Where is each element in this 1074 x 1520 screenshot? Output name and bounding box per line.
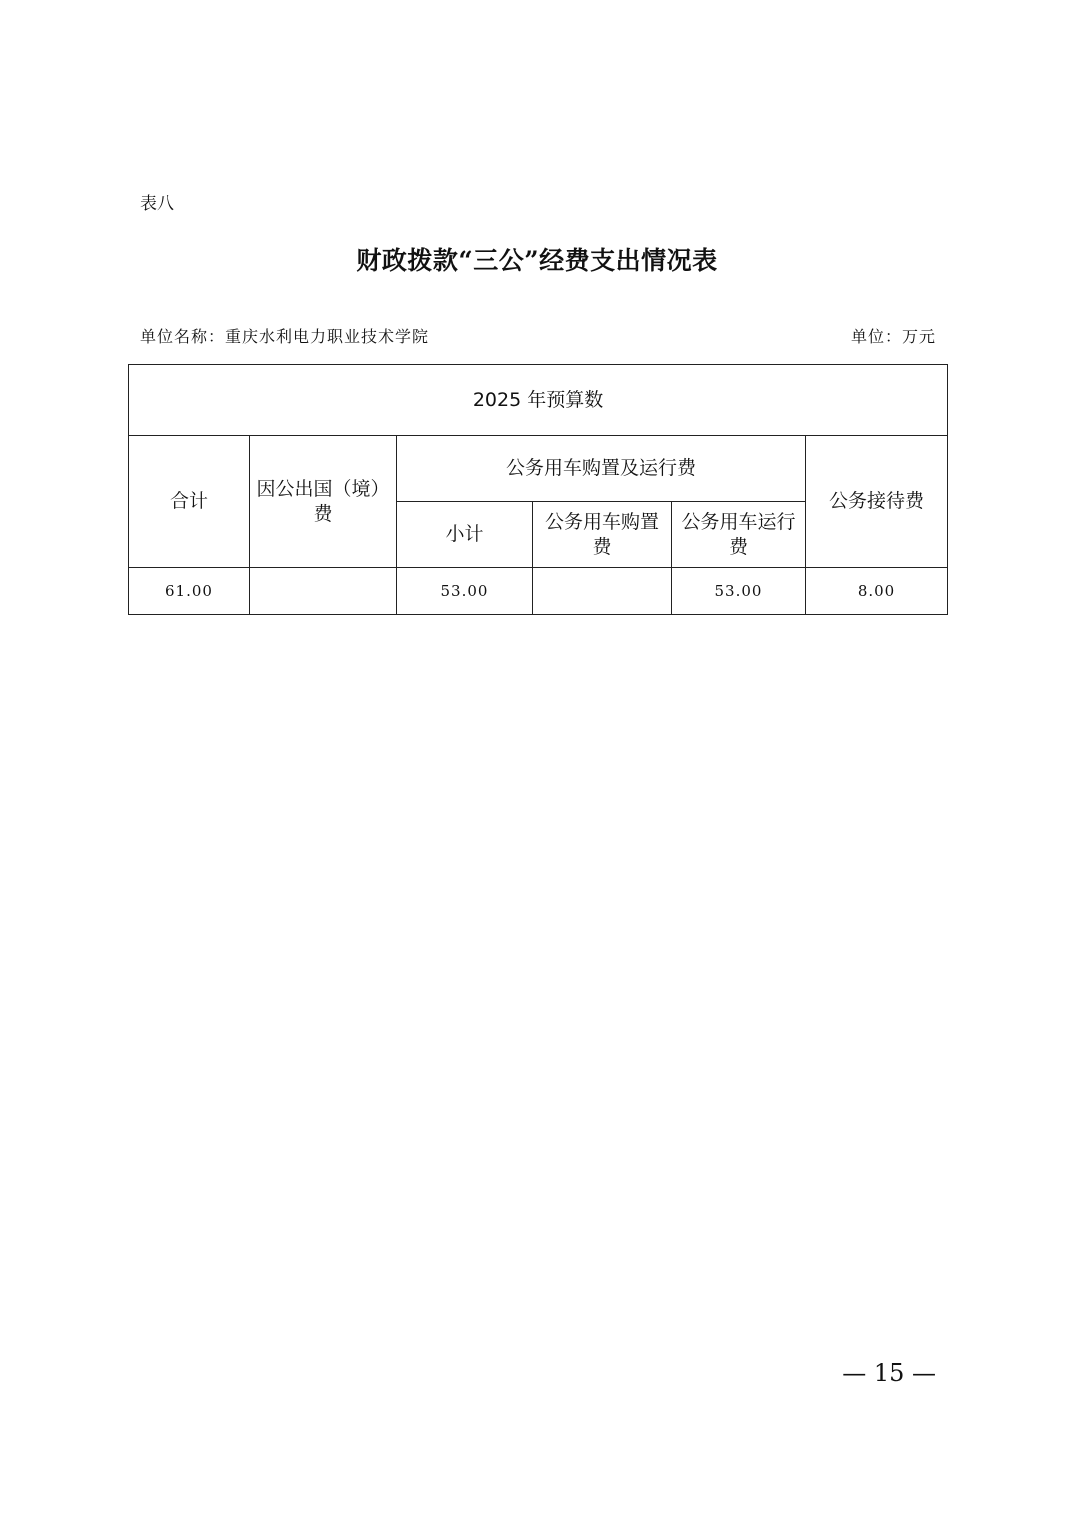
header-overseas: 因公出国（境）费	[250, 436, 397, 568]
table-row	[129, 568, 948, 615]
cell-subtotal: 53.00	[397, 568, 533, 615]
cell-reception: 8.00	[806, 568, 948, 615]
cell-total: 61.00	[129, 568, 250, 615]
header-row-1	[129, 436, 948, 502]
header-vehicle-purchase: 公务用车购置费	[533, 502, 672, 568]
page-number: — 15 —	[842, 1359, 936, 1387]
cell-vehicle-purchase	[533, 568, 672, 615]
year-header: 2025 年预算数	[129, 365, 948, 436]
unit-label: 单位：万元	[850, 327, 936, 346]
budget-table	[128, 364, 948, 615]
unit-name: 单位名称：重庆水利电力职业技术学院	[140, 327, 430, 346]
table-label: 表八	[140, 194, 174, 214]
header-vehicle-group: 公务用车购置及运行费	[397, 436, 806, 502]
header-total: 合计	[129, 436, 250, 568]
year-header-row	[129, 365, 948, 436]
header-vehicle-operation: 公务用车运行费	[672, 502, 806, 568]
cell-vehicle-operation: 53.00	[672, 568, 806, 615]
header-subtotal: 小计	[397, 502, 533, 568]
document-title: 财政拨款“三公”经费支出情况表	[356, 246, 718, 275]
cell-overseas	[250, 568, 397, 615]
header-reception: 公务接待费	[806, 436, 948, 568]
